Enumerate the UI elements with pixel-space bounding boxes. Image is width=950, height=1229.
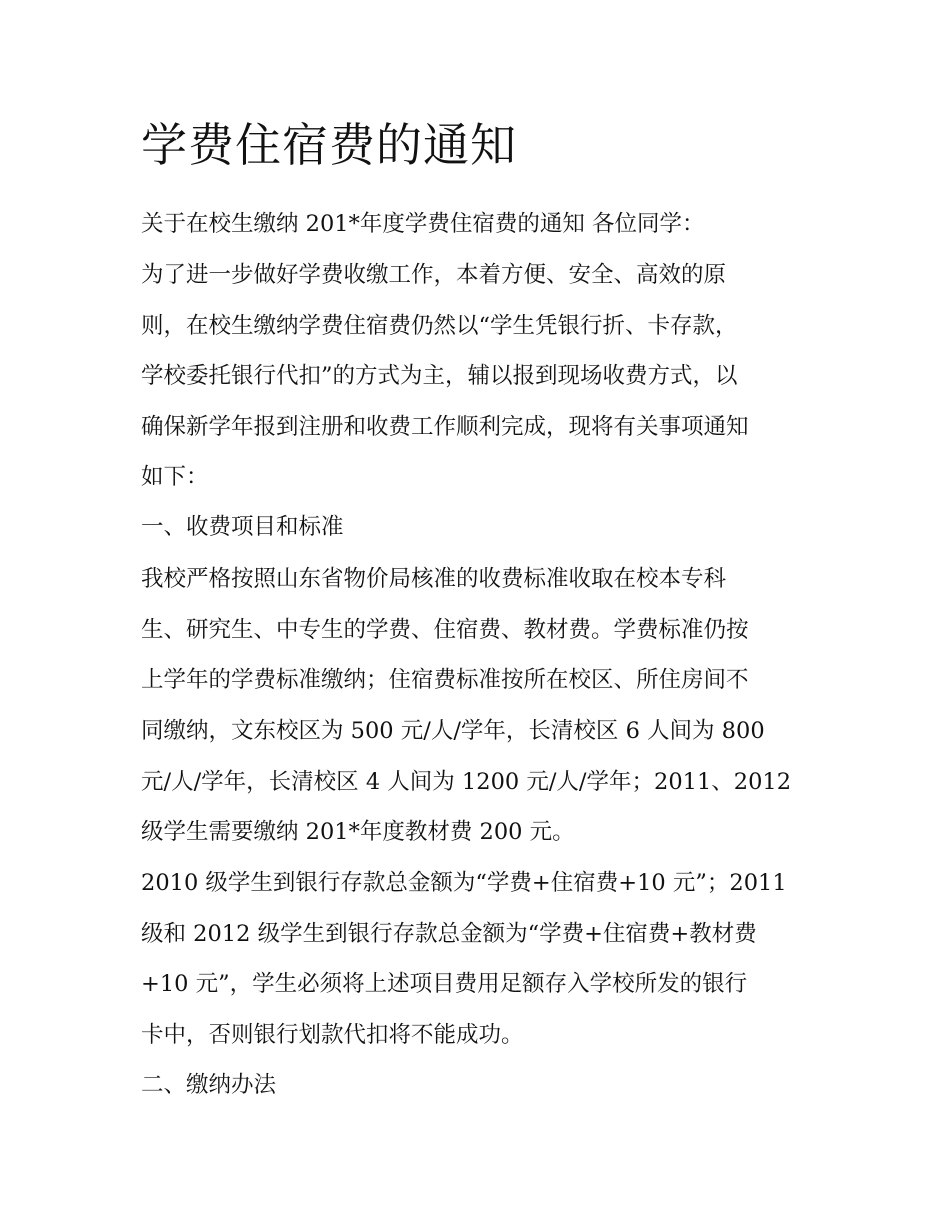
body-line: 则，在校生缴纳学费住宿费仍然以“学生凭银行折、卡存款， xyxy=(141,313,738,339)
body-line: 为了进一步做好学费收缴工作，本着方便、安全、高效的原 xyxy=(141,262,727,288)
body-line: 我校严格按照山东省物价局核准的收费标准收取在校本专科 xyxy=(141,566,727,592)
body-line: 卡中，否则银行划款代扣将不能成功。 xyxy=(141,1022,524,1048)
body-line: 生、研究生、中专生的学费、住宿费、教材费。学费标准仍按 xyxy=(141,617,749,643)
body-line: 学校委托银行代扣”的方式为主，辅以报到现场收费方式，以 xyxy=(141,363,738,389)
body-line: 确保新学年报到注册和收费工作顺利完成，现将有关事项通知 xyxy=(141,414,749,440)
body-line: +10 元”，学生必须将上述项目费用足额存入学校所发的银行 xyxy=(141,971,748,997)
body-line: 级和 2012 级学生到银行存款总金额为“学费+住宿费+教材费 xyxy=(141,921,757,947)
body-line: 级学生需要缴纳 201*年度教材费 200 元。 xyxy=(141,819,575,845)
section-heading-payment: 二、缴纳办法 xyxy=(141,1072,277,1098)
document-title: 学费住宿费的通知 xyxy=(141,118,517,172)
body-line: 元/人/学年，长清校区 4 人间为 1200 元/人/学年；2011、2012 xyxy=(141,769,792,795)
body-line: 2010 级学生到银行存款总金额为“学费+住宿费+10 元”；2011 xyxy=(141,870,787,896)
section-heading-fees: 一、收费项目和标准 xyxy=(141,514,344,540)
body-line: 同缴纳，文东校区为 500 元/人/学年，长清校区 6 人间为 800 xyxy=(141,718,765,744)
body-line: 如下： xyxy=(141,464,209,490)
body-line: 上学年的学费标准缴纳；住宿费标准按所在校区、所住房间不 xyxy=(141,667,749,693)
intro-line: 关于在校生缴纳 201*年度学费住宿费的通知 各位同学： xyxy=(141,211,705,237)
